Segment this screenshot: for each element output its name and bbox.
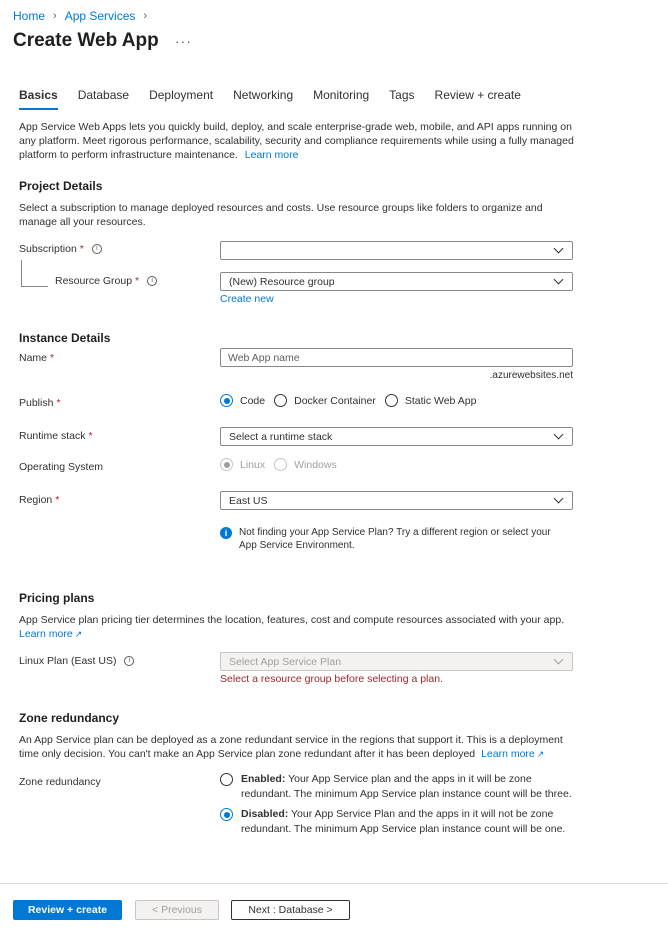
linux-plan-label <box>19 655 134 667</box>
region-dropdown[interactable] <box>220 491 573 510</box>
footer-divider <box>0 883 668 884</box>
os-windows-label: Windows <box>294 458 337 471</box>
info-icon[interactable]: i <box>124 656 134 666</box>
tab-database[interactable]: Database <box>77 88 130 102</box>
info-icon[interactable]: i <box>92 244 102 254</box>
chevron-down-icon <box>554 430 564 440</box>
region-info-note <box>220 526 570 552</box>
web-app-name-input[interactable] <box>220 348 573 367</box>
chevron-right-icon: › <box>143 10 148 22</box>
required-marker: * <box>135 275 140 287</box>
tab-monitoring[interactable]: Monitoring <box>313 88 370 102</box>
tab-basics[interactable]: Basics <box>19 88 58 110</box>
breadcrumb-home-link[interactable]: Home <box>13 9 46 23</box>
required-marker: * <box>56 397 61 409</box>
pricing-plans-heading: Pricing plans <box>19 591 95 605</box>
publish-label <box>19 397 61 409</box>
zone-enabled-option[interactable] <box>220 772 580 802</box>
name-label-text: Name <box>19 352 48 364</box>
zone-disabled-description: Your App Service Plan and the apps in it will not be zone redundant. The minimum App Service plan instance count will be one. <box>241 808 566 835</box>
runtime-stack-label <box>19 430 93 442</box>
os-linux-option[interactable] <box>220 458 265 471</box>
info-filled-icon: i <box>220 527 232 539</box>
zone-learn-more-link[interactable] <box>481 748 544 760</box>
radio-button[interactable] <box>220 458 233 471</box>
radio-button[interactable] <box>220 808 233 821</box>
zone-disabled-title: Disabled: <box>241 808 289 820</box>
external-link-icon: ↗ <box>536 749 545 759</box>
region-note-text: Not finding your App Service Plan? Try a different region or select your App Service Environment. <box>239 527 551 551</box>
zone-redundancy-heading: Zone redundancy <box>19 711 120 725</box>
required-marker: * <box>50 352 55 364</box>
region-label-text: Region <box>19 494 53 506</box>
breadcrumb-app-services-link[interactable]: App Services <box>64 9 136 23</box>
intro-learn-more-link[interactable]: Learn more <box>244 149 299 161</box>
tab-networking[interactable]: Networking <box>233 88 294 102</box>
radio-button[interactable] <box>274 458 287 471</box>
app-service-plan-value: Select App Service Plan <box>229 655 342 668</box>
app-service-plan-dropdown[interactable] <box>220 652 573 671</box>
resource-group-label-text: Resource Group <box>55 275 133 287</box>
create-new-link[interactable]: Create new <box>220 293 274 305</box>
radio-button[interactable] <box>274 394 287 407</box>
intro-description: App Service Web Apps lets you quickly build, deploy, and scale enterprise-grade web, mobile, and API apps running on any platform. Meet rigorous performance, scalability, security and compliance requirements while using a fully managed platform to perform infrastructure maintenance. <box>19 121 574 161</box>
tab-review-create[interactable]: Review + create <box>434 88 521 102</box>
external-link-icon: ↗ <box>74 629 83 639</box>
intro-text <box>19 120 579 162</box>
tab-tags[interactable]: Tags <box>389 88 415 102</box>
os-linux-label: Linux <box>240 458 266 471</box>
page-title: Create Web App <box>13 30 159 51</box>
publish-radio-group <box>220 394 476 407</box>
more-options-icon[interactable]: ··· <box>175 33 192 49</box>
chevron-down-icon <box>554 655 564 665</box>
tab-bar <box>19 88 541 110</box>
zone-enabled-description: Your App Service plan and the apps in it will be zone redundant. The minimum App Service plan instance count will be three. <box>241 773 572 800</box>
zone-learn-more-text: Learn more <box>481 748 535 760</box>
name-label <box>19 352 54 364</box>
subscription-dropdown[interactable] <box>220 241 573 260</box>
subscription-label-text: Subscription <box>19 243 77 255</box>
tab-deployment[interactable]: Deployment <box>149 88 214 102</box>
radio-button[interactable] <box>220 394 233 407</box>
plan-error-message: Select a resource group before selecting a plan. <box>220 673 443 685</box>
pricing-description <box>19 613 579 641</box>
tree-connector <box>21 286 48 287</box>
publish-docker-label: Docker Container <box>294 394 376 407</box>
zone-disabled-option[interactable] <box>220 807 580 837</box>
chevron-right-icon: › <box>53 10 57 22</box>
zone-redundancy-label: Zone redundancy <box>19 776 101 788</box>
operating-system-label: Operating System <box>19 461 104 473</box>
runtime-stack-dropdown[interactable] <box>220 427 573 446</box>
pricing-description-text: App Service plan pricing tier determines the location, features, cost and compute resources associated with your app. <box>19 614 565 626</box>
project-details-heading: Project Details <box>19 179 103 193</box>
publish-docker-option[interactable] <box>274 394 376 407</box>
radio-button[interactable] <box>220 773 233 786</box>
resource-group-label <box>55 275 157 287</box>
publish-static-option[interactable] <box>385 394 477 407</box>
chevron-down-icon <box>554 275 564 285</box>
review-create-button[interactable]: Review + create <box>13 900 122 920</box>
region-label <box>19 494 59 506</box>
os-windows-option[interactable] <box>274 458 337 471</box>
info-icon[interactable]: i <box>147 276 157 286</box>
os-radio-group <box>220 458 337 471</box>
required-marker: * <box>88 430 93 442</box>
region-value: East US <box>229 494 268 507</box>
zone-description <box>19 733 579 761</box>
linux-plan-label-text: Linux Plan (East US) <box>19 655 117 667</box>
subscription-label <box>19 243 102 255</box>
resource-group-dropdown[interactable] <box>220 272 573 291</box>
pricing-learn-more-link[interactable] <box>19 628 82 640</box>
zone-enabled-title: Enabled: <box>241 773 286 785</box>
publish-label-text: Publish <box>19 397 54 409</box>
instance-details-heading: Instance Details <box>19 331 111 345</box>
runtime-stack-label-text: Runtime stack <box>19 430 86 442</box>
required-marker: * <box>55 494 60 506</box>
publish-code-option[interactable] <box>220 394 265 407</box>
domain-suffix: .azurewebsites.net <box>489 370 573 381</box>
required-marker: * <box>79 243 84 255</box>
zone-enabled-text <box>241 772 580 802</box>
resource-group-value: (New) Resource group <box>229 275 335 288</box>
chevron-down-icon <box>554 244 564 254</box>
project-details-description: Select a subscription to manage deployed resources and costs. Use resource groups like folders to organize and manage all your resources. <box>19 202 543 228</box>
publish-static-label: Static Web App <box>404 394 477 407</box>
pricing-learn-more-text: Learn more <box>19 628 73 640</box>
tree-connector <box>21 260 22 287</box>
previous-button[interactable]: < Previous <box>135 900 219 920</box>
radio-button[interactable] <box>385 394 398 407</box>
zone-description-text: An App Service plan can be deployed as a zone redundant service in the regions that support it. This is a deployment time only decision. You can't make an App Service plan zone redundant after it has been deployed <box>19 734 563 760</box>
runtime-stack-value: Select a runtime stack <box>229 430 333 443</box>
zone-disabled-text <box>241 807 580 837</box>
publish-code-label: Code <box>240 394 266 407</box>
breadcrumb <box>13 9 155 23</box>
next-database-button[interactable]: Next : Database > <box>231 900 350 920</box>
chevron-down-icon <box>554 494 564 504</box>
